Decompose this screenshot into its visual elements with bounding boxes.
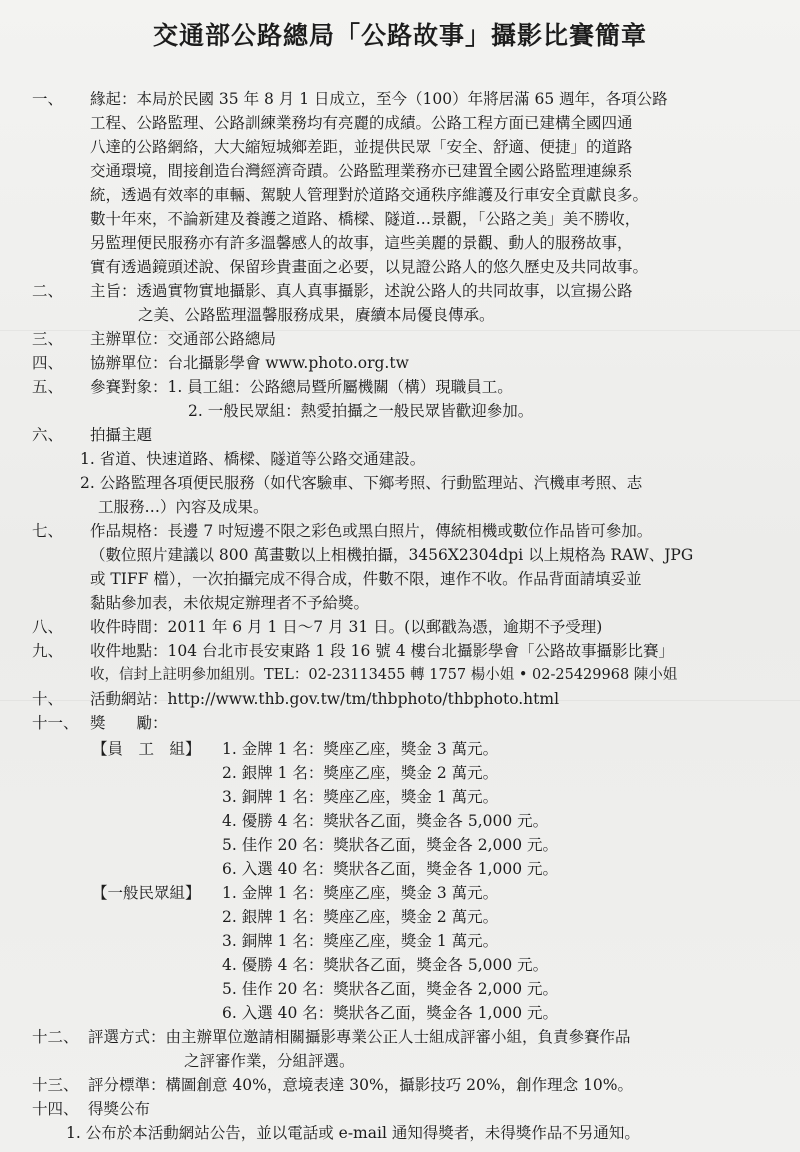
award-line: 1. 金牌 1 名：獎座乙座，獎金 3 萬元。 bbox=[222, 740, 499, 758]
award-group-label: 【一般民眾組】 bbox=[92, 884, 201, 902]
section-heading: 獎 勵： bbox=[90, 714, 168, 732]
section-number: 一、 bbox=[32, 90, 64, 108]
text-line: 另監理便民服務亦有許多溫馨感人的故事，這些美麗的景觀、動人的服務故事， bbox=[90, 234, 633, 252]
text-line: 1. 省道、快速道路、橋樑、隧道等公路交通建設。 bbox=[80, 450, 426, 468]
text-line: 作品規格：長邊 7 吋短邊不限之彩色或黑白照片，傳統相機或數位作品皆可參加。 bbox=[90, 522, 653, 540]
award-line: 4. 優勝 4 名：獎狀各乙面，獎金各 5,000 元。 bbox=[222, 956, 549, 974]
text-line: 評分標準：構圖創意 40%，意境表達 30%，攝影技巧 20%，創作理念 10%。 bbox=[88, 1076, 634, 1094]
text-line: 八達的公路網絡，大大縮短城鄉差距，並提供民眾「安全、舒適、便捷」的道路 bbox=[90, 138, 633, 156]
text-line: 收件時間：2011 年 6 月 1 日～7 月 31 日。(以郵戳為憑，逾期不予受理) bbox=[90, 618, 603, 636]
text-line: 1. 公布於本活動網站公告，並以電話或 e-mail 通知得獎者，未得獎作品不另通知。 bbox=[66, 1124, 640, 1142]
text-line: 或 TIFF 檔），一次拍攝完成不得合成，件數不限，連作不收。作品背面請填妥並 bbox=[90, 570, 642, 588]
award-line: 6. 入選 40 名：獎狀各乙面，獎金各 1,000 元。 bbox=[222, 1004, 559, 1022]
text-line: 交通環境，間接創造台灣經濟奇蹟。公路監理業務亦已建置全國公路監理連線系 bbox=[90, 162, 633, 180]
section-number: 五、 bbox=[32, 378, 64, 396]
section-number: 七、 bbox=[32, 522, 64, 540]
award-line: 6. 入選 40 名：獎狀各乙面，獎金各 1,000 元。 bbox=[222, 860, 559, 878]
text-line: 收件地點：104 台北市長安東路 1 段 16 號 4 樓台北攝影學會「公路故事攝影比賽」 bbox=[90, 642, 675, 660]
section-number: 四、 bbox=[32, 354, 64, 372]
text-line: 之評審作業，分組評選。 bbox=[184, 1052, 355, 1070]
award-line: 2. 銀牌 1 名：獎座乙座，獎金 2 萬元。 bbox=[222, 908, 499, 926]
award-line: 4. 優勝 4 名：獎狀各乙面，獎金各 5,000 元。 bbox=[222, 812, 549, 830]
section-number: 十四、 bbox=[32, 1100, 79, 1118]
text-line: 統，透過有效率的車輛、駕駛人管理對於道路交通秩序維護及行車安全貢獻良多。 bbox=[90, 186, 649, 204]
text-line: 收，信封上註明參加組別。TEL：02-23113455 轉 1757 楊小姐 • 02-25429968 陳小姐 bbox=[90, 667, 678, 683]
section-number: 八、 bbox=[32, 618, 64, 636]
text-line: 主旨：透過實物實地攝影、真人真事攝影，述說公路人的共同故事，以宣揚公路 bbox=[90, 282, 633, 300]
section-number: 十二、 bbox=[32, 1028, 79, 1046]
award-line: 5. 佳作 20 名：獎狀各乙面，獎金各 2,000 元。 bbox=[222, 980, 559, 998]
event-website-link[interactable]: 活動網站：http://www.thb.gov.tw/tm/thbphoto/thbphoto.html bbox=[90, 690, 560, 708]
award-group-label: 【員 工 組】 bbox=[92, 740, 201, 758]
award-line: 2. 銀牌 1 名：獎座乙座，獎金 2 萬元。 bbox=[222, 764, 499, 782]
section-number: 六、 bbox=[32, 426, 64, 444]
text-line: 黏貼參加表，未依規定辦理者不予給獎。 bbox=[90, 594, 370, 612]
text-line: 工程、公路監理、公路訓練業務均有亮麗的成績。公路工程方面已建構全國四通 bbox=[90, 114, 633, 132]
award-line: 5. 佳作 20 名：獎狀各乙面，獎金各 2,000 元。 bbox=[222, 836, 559, 854]
section-number: 十、 bbox=[32, 690, 64, 708]
text-line: 評選方式：由主辦單位邀請相關攝影專業公正人士組成評審小組，負責參賽作品 bbox=[88, 1028, 631, 1046]
text-line: 2. 公路監理各項便民服務（如代客驗車、下鄉考照、行動監理站、汽機車考照、志 bbox=[80, 474, 643, 492]
award-line: 1. 金牌 1 名：獎座乙座，獎金 3 萬元。 bbox=[222, 884, 499, 902]
section-heading: 拍攝主題 bbox=[90, 426, 153, 444]
text-line: 實有透過鏡頭述說、保留珍貴畫面之必要，以見證公路人的悠久歷史及共同故事。 bbox=[90, 258, 649, 276]
text-line: （數位照片建議以 800 萬畫數以上相機拍攝，3456X2304dpi 以上規格為 RAW、JPG bbox=[90, 546, 694, 564]
text-line: 主辦單位：交通部公路總局 bbox=[90, 330, 277, 348]
section-number: 十三、 bbox=[32, 1076, 79, 1094]
section-number: 三、 bbox=[32, 330, 64, 348]
award-line: 3. 銅牌 1 名：獎座乙座，獎金 1 萬元。 bbox=[222, 932, 499, 950]
award-line: 3. 銅牌 1 名：獎座乙座，獎金 1 萬元。 bbox=[222, 788, 499, 806]
text-line: 緣起：本局於民國 35 年 8 月 1 日成立，至今（100）年將居滿 65 週年，各項公路 bbox=[90, 90, 668, 108]
section-number: 十一、 bbox=[32, 714, 79, 732]
text-line: 2. 一般民眾組：熱愛拍攝之一般民眾皆歡迎參加。 bbox=[188, 402, 534, 420]
text-line: 協辦單位：台北攝影學會 www.photo.org.tw bbox=[90, 354, 409, 372]
text-line: 工服務…）內容及成果。 bbox=[98, 498, 269, 516]
section-heading: 得獎公布 bbox=[88, 1100, 151, 1118]
document-title: 交通部公路總局「公路故事」攝影比賽簡章 bbox=[152, 21, 647, 50]
text-line: 之美、公路監理溫馨服務成果，賡續本局優良傳承。 bbox=[138, 306, 495, 324]
section-number: 二、 bbox=[32, 282, 64, 300]
text-line: 數十年來，不論新建及養護之道路、橋樑、隧道…景觀，「公路之美」美不勝收， bbox=[90, 210, 641, 228]
text-line: 參賽對象：1. 員工組：公路總局暨所屬機關（構）現職員工。 bbox=[90, 378, 513, 396]
section-number: 九、 bbox=[32, 642, 64, 660]
